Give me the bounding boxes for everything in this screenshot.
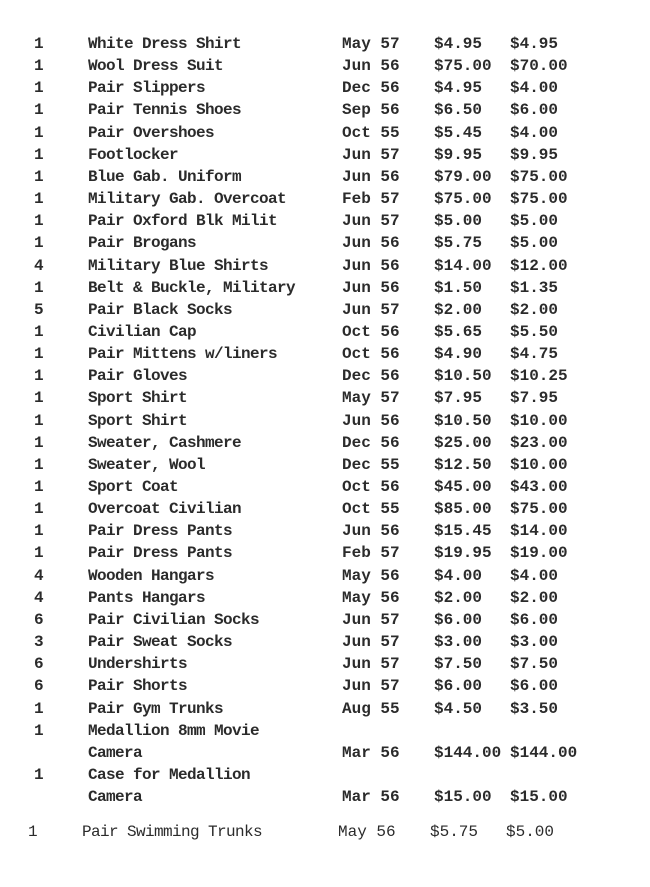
original-cost: $10.50 [434,411,492,430]
inventory-row [0,675,650,697]
item-name: Civilian Cap [88,322,197,341]
inventory-row [0,432,650,454]
item-name: Camera [88,788,143,807]
quantity: 1 [34,123,44,142]
present-value: $7.95 [510,389,559,408]
purchase-date: Mar 56 [342,743,400,762]
inventory-row [0,631,650,653]
inventory-row [0,764,650,786]
original-cost: $5.45 [434,123,483,142]
original-cost: $75.00 [434,57,492,76]
quantity: 4 [34,588,44,607]
purchase-date: Jun 57 [342,610,400,629]
original-cost: $1.50 [434,278,483,297]
item-name: Pair Dress Pants [88,522,233,541]
original-cost: $45.00 [434,478,492,496]
present-value: $10.25 [510,367,568,386]
inventory-row [0,587,650,609]
quantity: 1 [34,411,44,430]
present-value: $7.50 [510,655,559,674]
purchase-date: Dec 55 [342,455,400,474]
quantity: 1 [34,522,44,541]
purchase-date: Feb 57 [342,544,400,563]
inventory-row [0,742,650,764]
purchase-date: Oct 55 [342,123,400,142]
inventory-row [0,821,650,843]
quantity: 1 [34,145,44,164]
original-cost: $9.95 [434,145,483,164]
inventory-row [0,77,650,99]
item-name: Pair Overshoes [88,123,215,142]
inventory-row [0,277,650,299]
purchase-date: Jun 56 [342,278,400,297]
item-name: Sport Shirt [88,411,188,430]
quantity: 1 [34,544,44,563]
item-name: Undershirts [88,655,188,674]
quantity: 1 [34,234,44,253]
present-value: $4.95 [510,35,559,53]
inventory-row [0,565,650,587]
purchase-date: Jun 56 [342,167,400,186]
present-value: $9.95 [510,145,559,164]
quantity: 5 [34,300,44,319]
inventory-row [0,454,650,476]
purchase-date: Dec 56 [342,433,400,452]
original-cost: $4.95 [434,79,483,98]
present-value: $12.00 [510,256,568,275]
item-name: Pair Civilian Socks [88,610,260,629]
quantity: 6 [34,610,44,629]
present-value: $2.00 [510,588,559,607]
quantity: 1 [34,478,44,496]
purchase-date: Mar 56 [342,788,400,807]
item-name: Overcoat Civilian [88,500,242,519]
purchase-date: Dec 56 [342,79,400,98]
quantity: 3 [34,633,44,652]
item-name: Pair Brogans [88,234,197,253]
inventory-row [0,144,650,166]
original-cost: $4.90 [434,345,483,364]
item-name: Military Gab. Overcoat [88,190,287,209]
quantity: 1 [34,721,44,740]
item-name: Footlocker [88,145,179,164]
quantity: 1 [34,322,44,341]
inventory-row [0,520,650,542]
item-name: Pair Mittens w/liners [88,345,278,364]
item-name: Pair Gym Trunks [88,699,224,718]
original-cost: $2.00 [434,588,483,607]
present-value: $1.35 [510,278,559,297]
present-value: $10.00 [510,455,568,474]
item-name: Wooden Hangars [88,566,215,585]
original-cost: $15.00 [434,788,492,807]
inventory-row [0,122,650,144]
present-value: $4.00 [510,123,559,142]
purchase-date: Jun 57 [342,212,400,231]
item-name: Belt & Buckle, Military [88,278,296,297]
quantity: 1 [34,345,44,364]
present-value: $23.00 [510,433,568,452]
item-name: Pair Slippers [88,79,206,98]
present-value: $5.50 [510,322,559,341]
purchase-date: Feb 57 [342,190,400,209]
item-name: Pair Dress Pants [88,544,233,563]
item-name: Pair Swimming Trunks [82,823,263,841]
present-value: $5.00 [510,212,559,231]
quantity: 1 [34,212,44,231]
present-value: $3.00 [510,633,559,652]
inventory-row [0,232,650,254]
inventory-row [0,343,650,365]
present-value: $70.00 [510,57,568,76]
purchase-date: Oct 55 [342,500,400,519]
quantity: 6 [34,655,44,674]
purchase-date: Jun 57 [342,145,400,164]
inventory-row [0,188,650,210]
purchase-date: Jun 56 [342,256,400,275]
item-name: Military Blue Shirts [88,256,269,275]
quantity: 4 [34,566,44,585]
item-name: Blue Gab. Uniform [88,167,242,186]
inventory-row [0,166,650,188]
quantity: 1 [34,433,44,452]
inventory-row [0,609,650,631]
present-value: $14.00 [510,522,568,541]
purchase-date: Jun 56 [342,411,400,430]
inventory-row [0,653,650,675]
original-cost: $4.95 [434,35,483,53]
item-name: Wool Dress Suit [88,57,224,76]
present-value: $75.00 [510,167,568,186]
purchase-date: Jun 56 [342,522,400,541]
quantity: 1 [34,765,44,784]
present-value: $19.00 [510,544,568,563]
present-value: $3.50 [510,699,559,718]
inventory-row [0,476,650,498]
purchase-date: Jun 57 [342,300,400,319]
quantity: 6 [34,677,44,696]
present-value: $6.00 [510,610,559,629]
quantity: 1 [34,35,44,53]
quantity: 1 [34,699,44,718]
quantity: 1 [34,190,44,209]
item-name: Pair Tennis Shoes [88,101,242,120]
purchase-date: Jun 57 [342,655,400,674]
quantity: 1 [34,455,44,474]
present-value: $75.00 [510,500,568,519]
item-name: Medallion 8mm Movie [88,721,260,740]
original-cost: $79.00 [434,167,492,186]
item-name: Pants Hangars [88,588,206,607]
present-value: $4.75 [510,345,559,364]
quantity: 1 [28,823,38,841]
present-value: $144.00 [510,743,578,762]
original-cost: $85.00 [434,500,492,519]
purchase-date: Oct 56 [342,478,400,496]
quantity: 1 [34,57,44,76]
present-value: $5.00 [510,234,559,253]
present-value: $10.00 [510,411,568,430]
purchase-date: Oct 56 [342,322,400,341]
inventory-row [0,99,650,121]
quantity: 1 [34,367,44,386]
item-name: Sweater, Cashmere [88,433,242,452]
original-cost: $15.45 [434,522,492,541]
purchase-date: Jun 57 [342,633,400,652]
original-cost: $6.50 [434,101,483,120]
item-name: Pair Sweat Socks [88,633,233,652]
purchase-date: Oct 56 [342,345,400,364]
item-name: Sport Coat [88,478,179,496]
inventory-row [0,321,650,343]
inventory-row [0,410,650,432]
quantity: 1 [34,167,44,186]
original-cost: $14.00 [434,256,492,275]
present-value: $6.00 [510,101,559,120]
present-value: $2.00 [510,300,559,319]
item-name: Pair Black Socks [88,300,233,319]
original-cost: $144.00 [434,743,502,762]
inventory-row [0,55,650,77]
inventory-row [0,698,650,720]
present-value: $75.00 [510,190,568,209]
inventory-row [0,210,650,232]
present-value: $4.00 [510,566,559,585]
inventory-row [0,786,650,808]
item-name: Sweater, Wool [88,455,206,474]
present-value: $4.00 [510,79,559,98]
inventory-row [0,33,650,55]
original-cost: $10.50 [434,367,492,386]
quantity: 1 [34,79,44,98]
original-cost: $12.50 [434,455,492,474]
original-cost: $19.95 [434,544,492,563]
quantity: 1 [34,389,44,408]
item-name: Camera [88,743,143,762]
purchase-date: Jun 56 [342,57,400,76]
present-value: $15.00 [510,788,568,807]
inventory-row [0,299,650,321]
purchase-date: Jun 56 [342,234,400,253]
purchase-date: May 56 [338,823,396,841]
item-name: White Dress Shirt [88,35,242,53]
item-name: Pair Gloves [88,367,188,386]
present-value: $43.00 [510,478,568,496]
item-name: Sport Shirt [88,389,188,408]
inventory-row [0,720,650,742]
quantity: 1 [34,278,44,297]
original-cost: $7.50 [434,655,483,674]
inventory-row [0,365,650,387]
quantity: 4 [34,256,44,275]
original-cost: $5.00 [434,212,483,231]
inventory-row [0,542,650,564]
present-value: $6.00 [510,677,559,696]
purchase-date: Jun 57 [342,677,400,696]
purchase-date: Sep 56 [342,101,400,120]
purchase-date: Aug 55 [342,699,400,718]
item-name: Pair Shorts [88,677,188,696]
purchase-date: May 57 [342,35,400,53]
original-cost: $4.50 [434,699,483,718]
inventory-row [0,255,650,277]
quantity: 1 [34,101,44,120]
original-cost: $7.95 [434,389,483,408]
original-cost: $6.00 [434,677,483,696]
original-cost: $5.75 [430,823,479,841]
original-cost: $4.00 [434,566,483,585]
item-name: Case for Medallion [88,765,251,784]
purchase-date: Dec 56 [342,367,400,386]
original-cost: $3.00 [434,633,483,652]
inventory-row [0,498,650,520]
present-value: $5.00 [506,823,555,841]
original-cost: $75.00 [434,190,492,209]
original-cost: $5.65 [434,322,483,341]
inventory-row [0,387,650,409]
original-cost: $25.00 [434,433,492,452]
original-cost: $5.75 [434,234,483,253]
original-cost: $2.00 [434,300,483,319]
purchase-date: May 57 [342,389,400,408]
purchase-date: May 56 [342,588,400,607]
quantity: 1 [34,500,44,519]
item-name: Pair Oxford Blk Milit [88,212,278,231]
original-cost: $6.00 [434,610,483,629]
purchase-date: May 56 [342,566,400,585]
